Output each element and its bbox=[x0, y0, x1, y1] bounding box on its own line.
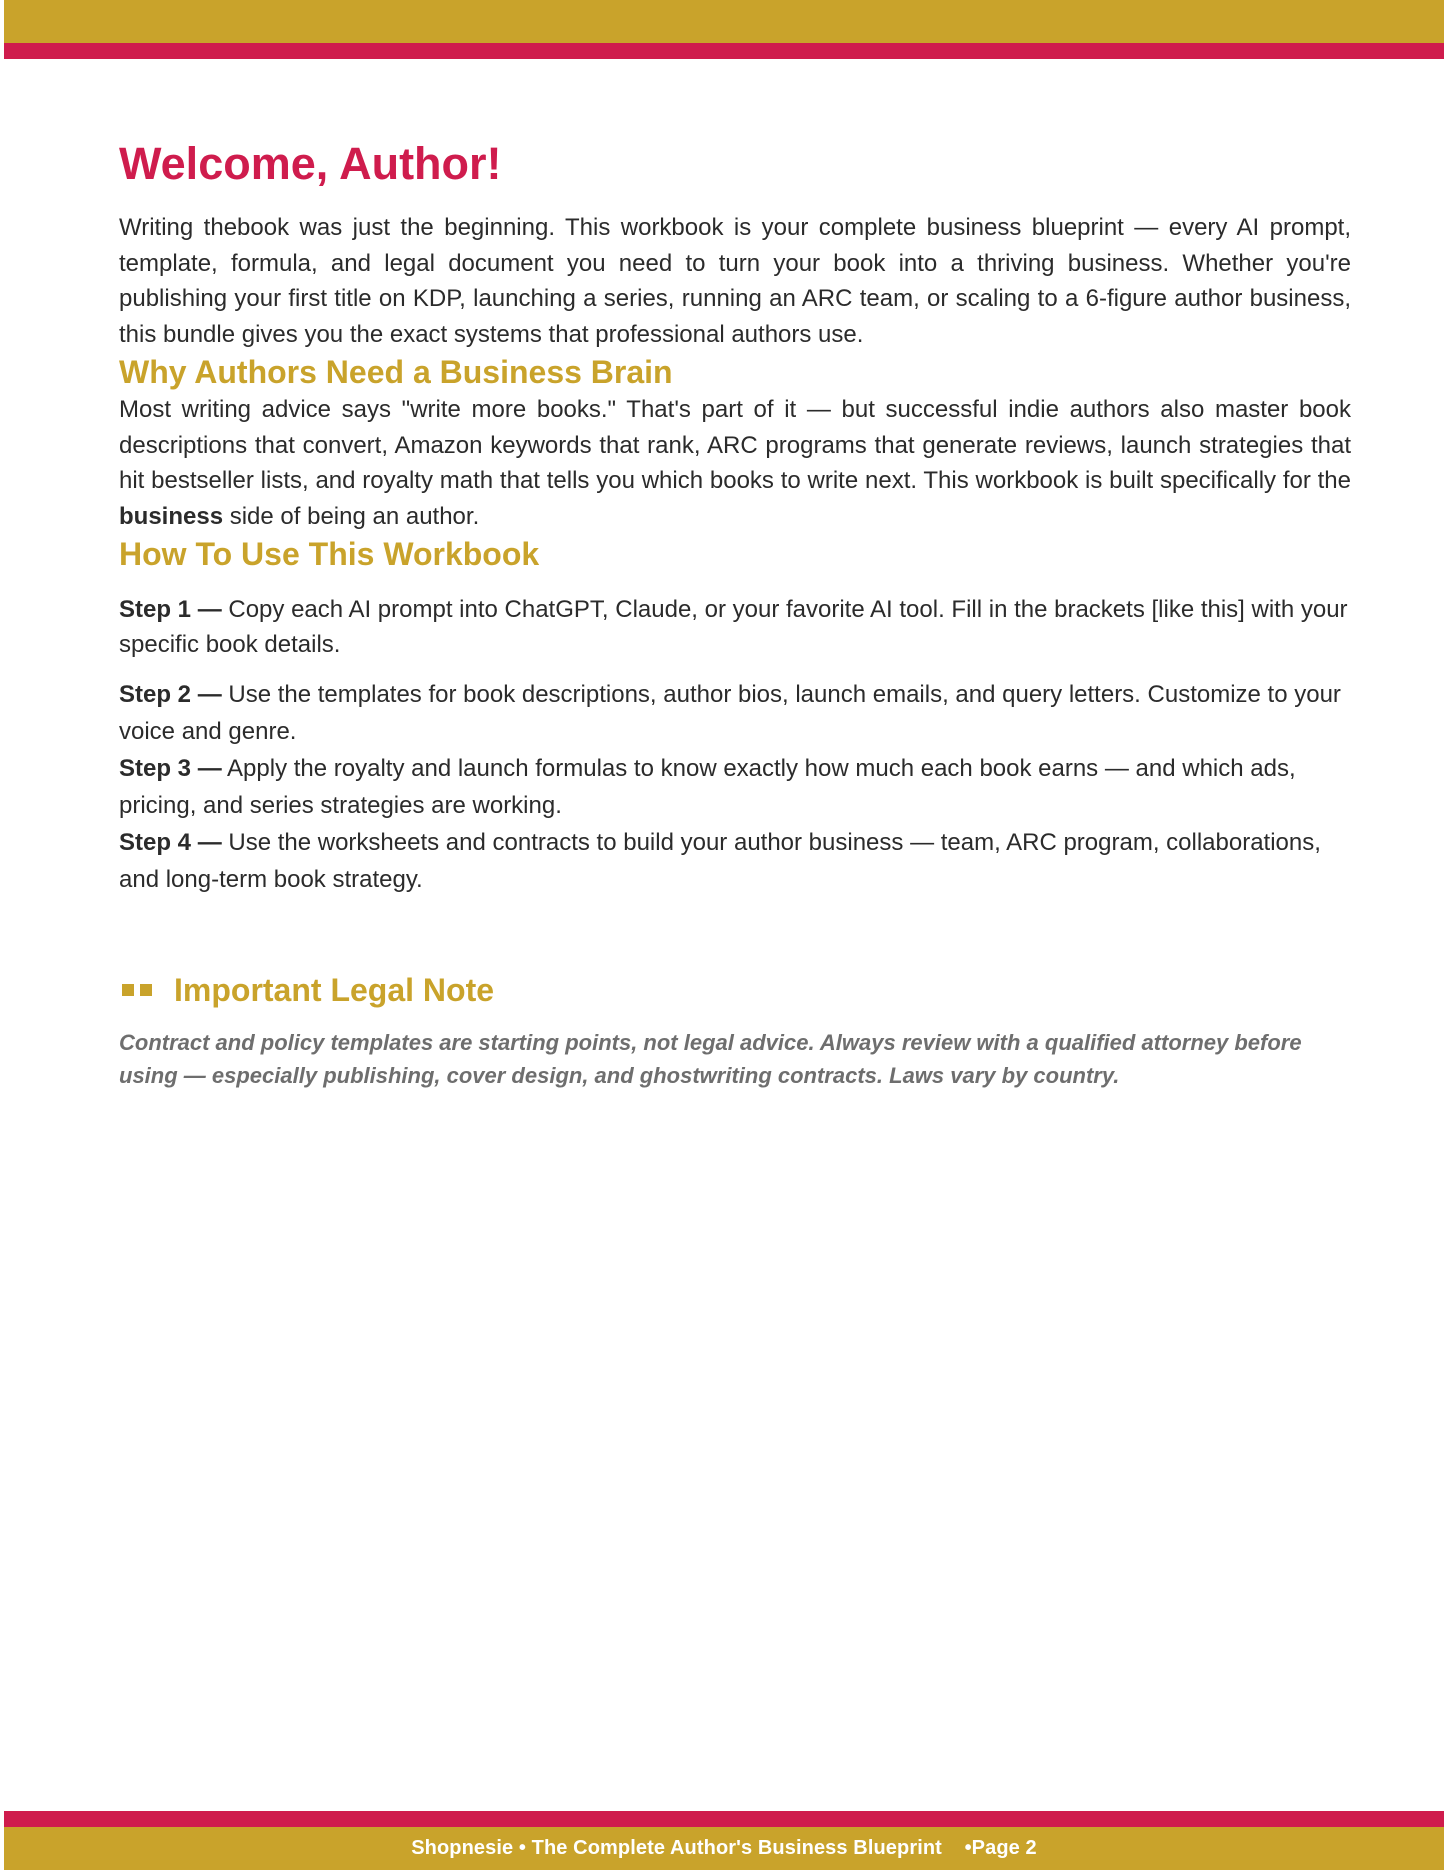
why-paragraph bbox=[119, 392, 1351, 534]
step-label: Step 1 — bbox=[119, 596, 222, 623]
why-heading: Why Authors Need a Business Brain bbox=[119, 354, 673, 390]
steps-list bbox=[119, 592, 1351, 898]
legal-heading: Important Legal Note bbox=[174, 972, 495, 1008]
square-icon bbox=[122, 984, 134, 996]
square-bullet-icon bbox=[122, 984, 152, 996]
why-text-after: side of being an author. bbox=[223, 502, 480, 530]
page-title: Welcome, Author! bbox=[119, 138, 502, 189]
step-item bbox=[119, 676, 1351, 750]
square-icon bbox=[140, 984, 152, 996]
how-heading: How To Use This Workbook bbox=[119, 536, 540, 572]
step-item bbox=[119, 750, 1351, 824]
step-text: Use the worksheets and contracts to build your author business — team, ARC program, collaborations, and long-term book strategy. bbox=[119, 829, 1321, 893]
header-red-band bbox=[4, 43, 1444, 59]
why-bold-word: business bbox=[119, 502, 224, 530]
step-label: Step 3 — bbox=[119, 755, 222, 782]
footer-text: Shopnesie • The Complete Author's Business Blueprint •Page 2 bbox=[411, 1837, 1037, 1859]
step-item bbox=[119, 592, 1351, 662]
step-text: Apply the royalty and launch formulas to know exactly how much each book earns — and which ads, pricing, and series strategies are working. bbox=[119, 755, 1296, 819]
step-text: Copy each AI prompt into ChatGPT, Claude, or your favorite AI tool. Fill in the brackets [like this] with your specific book details. bbox=[119, 596, 1348, 658]
step-text: Use the templates for book descriptions, author bios, launch emails, and query letters. Customize to your voice and genre. bbox=[119, 681, 1341, 745]
footer-gold-band bbox=[4, 1827, 1444, 1870]
why-text-before: Most writing advice says "write more books." That's part of it — but successful indie authors also master book descriptions that convert, Amazon keywords that rank, ARC programs that generate reviews, launch strategies that hit bestseller lists, and royalty math that tells you which books to write next. This workbook is built specifically for the bbox=[119, 396, 1351, 494]
legal-heading-row bbox=[119, 970, 1351, 1010]
intro-paragraph: Writing thebook was just the beginning. This workbook is your complete business blueprint — every AI prompt, template, formula, and legal document you need to turn your book into a thriving business. Whether you're publishing your first title on KDP, launching a series, running an ARC team, or scaling to a 6-figure author business, this bundle gives you the exact systems that professional authors use. bbox=[119, 214, 1351, 348]
legal-note: Contract and policy templates are starting points, not legal advice. Always review with a qualified attorney before using — especially publishing, cover design, and ghostwriting contracts. Laws vary by country. bbox=[119, 1030, 1302, 1088]
step-item bbox=[119, 824, 1351, 898]
step-label: Step 2 — bbox=[119, 681, 222, 708]
header-gold-band bbox=[4, 0, 1444, 43]
page-content bbox=[119, 134, 1351, 1092]
footer-red-band bbox=[4, 1811, 1444, 1827]
step-label: Step 4 — bbox=[119, 829, 222, 856]
